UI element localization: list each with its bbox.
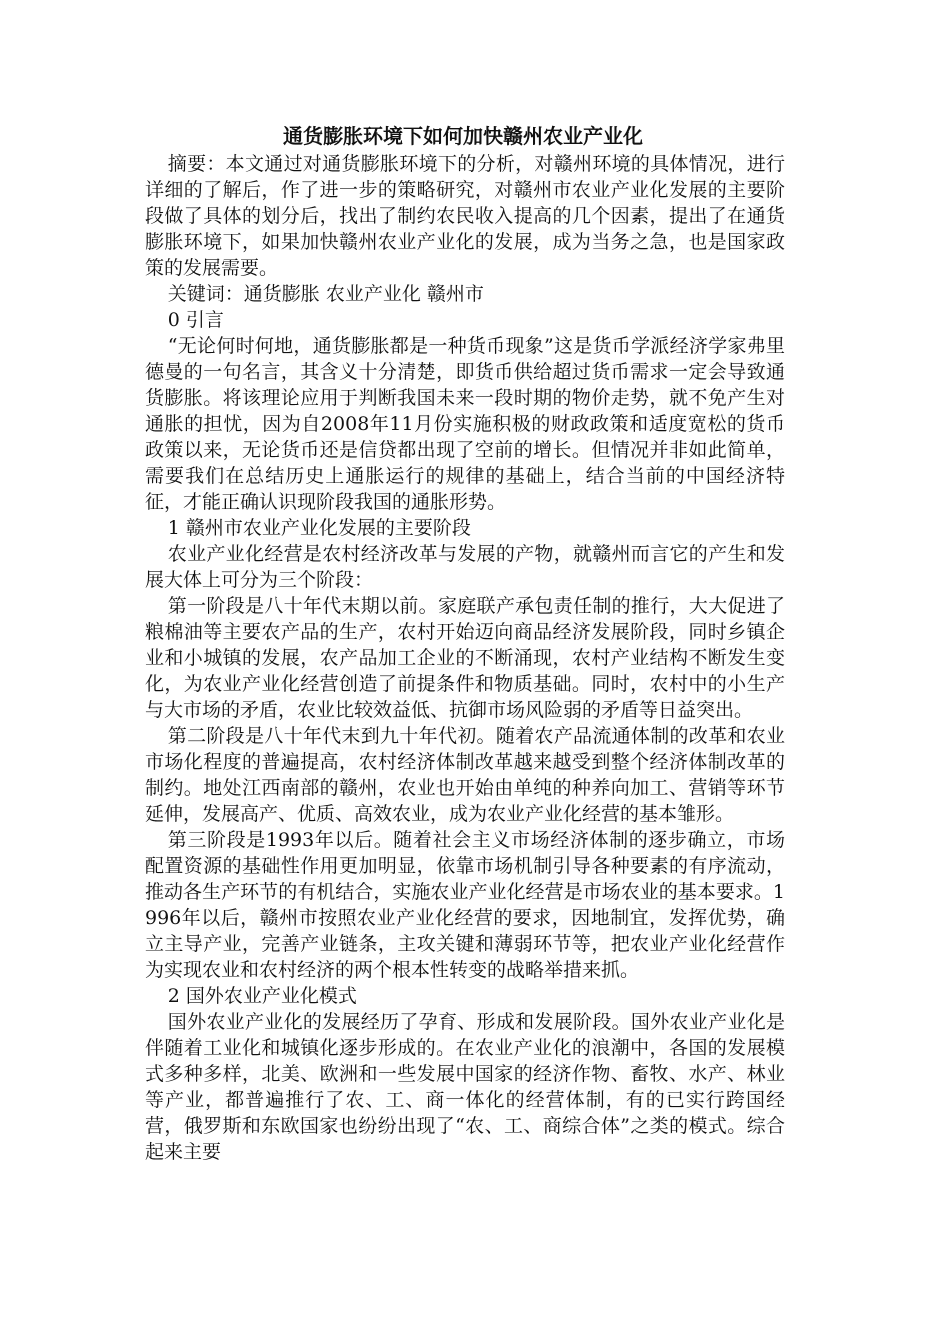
section-heading-introduction: 0 引言 [167,309,224,331]
body-paragraph: 第一阶段是八十年代末期以前。家庭联产承包责任制的推行，大大促进了粮棉油等主要农产品的生产，农村开始迈向商品经济发展阶段，同时乡镇企业和小城镇的发展，农产品加工企业的不断涌现，农村产业结构不断发生变化，为农业产业化经营创造了前提条件和物质基础。同时，农村中的小生产与大市场的矛盾，农业比较效益低、抗御市场风险弱的矛盾等日益突出。 [145,595,785,721]
body-paragraph: 第二阶段是八十年代末到九十年代初。随着农产品流通体制的改革和农业市场化程度的普遍提高，农村经济体制改革越来越受到整个经济体制改革的制约。地处江西南部的赣州，农业也开始由单纯的种养向加工、营销等环节延伸，发展高产、优质、高效农业，成为农业产业化经营的基本雏形。 [145,725,785,825]
document-body [145,121,785,1165]
body-paragraph: 国外农业产业化的发展经历了孕育、形成和发展阶段。国外农业产业化是伴随着工业化和城镇化逐步形成的。在农业产业化的浪潮中，各国的发展模式多种多样，北美、欧洲和一些发展中国家的经济作物、畜牧、水产、林业等产业，都普遍推行了农、工、商一体化的经营体制，有的已实行跨国经营，俄罗斯和东欧国家也纷纷出现了“农、工、商综合体”之类的模式。综合起来主要 [145,1011,785,1163]
section-heading-stages: 1 赣州市农业产业化发展的主要阶段 [167,517,471,539]
body-paragraph: “无论何时何地，通货膨胀都是一种货币现象”这是货币学派经济学家弗里德曼的一句名言，其含义十分清楚，即货币供给超过货币需求一定会导致通货膨胀。将该理论应用于判断我国未来一段时期的物价走势，就不免产生对通胀的担忧，因为自2008年11月份实施积极的财政政策和适度宽松的货币政策以来，无论货币还是信贷都出现了空前的增长。但情况并非如此简单，需要我们在总结历史上通胀运行的规律的基础上，结合当前的中国经济特征，才能正确认识现阶段我国的通胀形势。 [145,335,785,513]
body-paragraph: 第三阶段是1993年以后。随着社会主义市场经济体制的逐步确立，市场配置资源的基础性作用更加明显，依靠市场机制引导各种要素的有序流动，推动各生产环节的有机结合，实施农业产业化经营是市场农业的基本要求。1996年以后，赣州市按照农业产业化经营的要求，因地制宜，发挥优势，确立主导产业，完善产业链条，主攻关键和薄弱环节等，把农业产业化经营作为实现农业和农村经济的两个根本性转变的战略举措来抓。 [145,829,785,981]
body-paragraph: 农业产业化经营是农村经济改革与发展的产物，就赣州而言它的产生和发展大体上可分为三个阶段： [145,543,785,591]
abstract-paragraph: 摘要：本文通过对通货膨胀环境下的分析，对赣州环境的具体情况，进行详细的了解后，作了进一步的策略研究，对赣州市农业产业化发展的主要阶段做了具体的划分后，找出了制约农民收入提高的几个因素，提出了在通货膨胀环境下，如果加快赣州农业产业化的发展，成为当务之急，也是国家政策的发展需要。 [145,153,785,279]
keywords-line: 关键词：通货膨胀 农业产业化 赣州市 [167,283,484,305]
document-title: 通货膨胀环境下如何加快赣州农业产业化 [283,124,643,148]
section-heading-foreign-models: 2 国外农业产业化模式 [167,985,357,1007]
